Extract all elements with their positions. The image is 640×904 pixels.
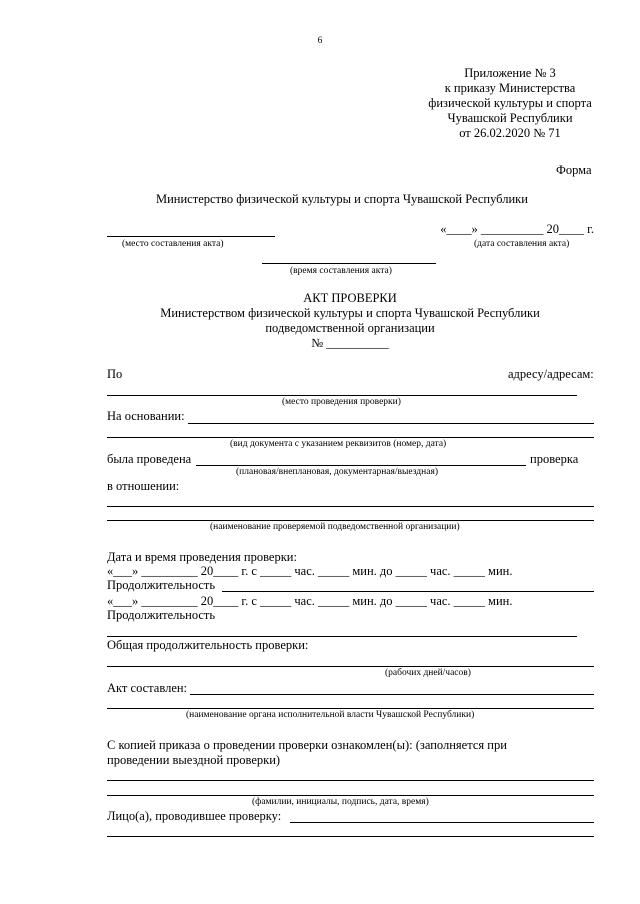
- inspection-kind-line[interactable]: [196, 465, 526, 466]
- ministry-name: Министерство физической культуры и спорта Чувашской Республики: [156, 192, 528, 206]
- inspection-place-line[interactable]: [107, 395, 577, 396]
- total-duration-label: Общая продолжительность проверки:: [107, 638, 309, 652]
- by-prefix: По: [107, 367, 123, 381]
- inspector-line[interactable]: [290, 822, 594, 823]
- organization-line-2[interactable]: [107, 520, 594, 521]
- appendix-block: [400, 66, 620, 141]
- inspection-kind-caption: (плановая/внеплановая, документарная/выездная): [236, 467, 438, 477]
- inspection-place-caption: (место проведения проверки): [282, 397, 401, 407]
- act-place-line[interactable]: [107, 236, 275, 237]
- act-place-caption: (место составления акта): [122, 239, 224, 249]
- title-line: Министерством физической культуры и спорта Чувашской Республики: [160, 306, 540, 320]
- appendix-line: к приказу Министерства: [444, 81, 576, 95]
- total-duration-line[interactable]: [107, 666, 594, 667]
- inspector-label: Лицо(а), проводившее проверку:: [107, 809, 282, 823]
- authority-caption: (наименование органа исполнительной власти Чувашской Республики): [186, 710, 475, 720]
- act-date-caption: (дата составления акта): [474, 239, 570, 249]
- act-time-line[interactable]: [262, 263, 436, 264]
- datetime-row-1[interactable]: «___» _________ 20____ г. с _____ час. _____ мин. до _____ час. _____ мин.: [107, 564, 513, 578]
- compiled-label: Акт составлен:: [107, 681, 188, 695]
- organization-line[interactable]: [107, 506, 594, 507]
- title-line: подведомственной организации: [265, 321, 435, 335]
- appendix-line: Чувашской Республики: [447, 111, 573, 125]
- compiled-line[interactable]: [190, 694, 594, 695]
- act-number: № __________: [311, 336, 389, 350]
- act-date-field[interactable]: «____» __________ 20____ г.: [440, 222, 594, 236]
- acquainted-line-1: С копией приказа о проведении проверки ознакомлен(ы): (заполняется при: [107, 738, 507, 752]
- working-days-caption: (рабочих дней/часов): [385, 668, 471, 678]
- by-suffix: адресу/адресам:: [508, 367, 594, 381]
- title-line: АКТ ПРОВЕРКИ: [303, 291, 397, 305]
- act-time-caption: (время составления акта): [290, 266, 392, 276]
- compiled-line-2[interactable]: [107, 708, 594, 709]
- conducted-suffix: проверка: [530, 452, 579, 466]
- basis-line[interactable]: [188, 423, 594, 424]
- signature-caption: (фамилии, инициалы, подпись, дата, время): [252, 797, 429, 807]
- duration-line-2[interactable]: [107, 636, 577, 637]
- appendix-line: от 26.02.2020 № 71: [459, 126, 561, 140]
- datetime-heading: Дата и время проведения проверки:: [107, 550, 297, 564]
- organization-caption: (наименование проверяемой подведомственной организации): [210, 522, 460, 532]
- duration-label-1: Продолжительность: [107, 578, 216, 592]
- appendix-line: Приложение № 3: [464, 66, 556, 80]
- signature-line-2[interactable]: [107, 795, 594, 796]
- basis-label: На основании:: [107, 409, 185, 423]
- duration-line-1[interactable]: [222, 591, 594, 592]
- appendix-line: физической культуры и спорта: [428, 96, 592, 110]
- signature-line-1[interactable]: [107, 780, 594, 781]
- regarding-label: в отношении:: [107, 479, 180, 493]
- basis-line-2[interactable]: [107, 437, 594, 438]
- act-title: [0, 291, 640, 351]
- inspector-line-2[interactable]: [107, 836, 594, 837]
- page-number: 6: [317, 36, 323, 46]
- conducted-prefix: была проведена: [107, 452, 192, 466]
- duration-label-2: Продолжительность: [107, 608, 216, 622]
- acquainted-line-2: проведении выездной проверки): [107, 753, 281, 767]
- document-type-caption: (вид документа с указанием реквизитов (номер, дата): [230, 439, 447, 449]
- datetime-row-2[interactable]: «___» _________ 20____ г. с _____ час. _____ мин. до _____ час. _____ мин.: [107, 594, 513, 608]
- form-label: Форма: [556, 163, 592, 177]
